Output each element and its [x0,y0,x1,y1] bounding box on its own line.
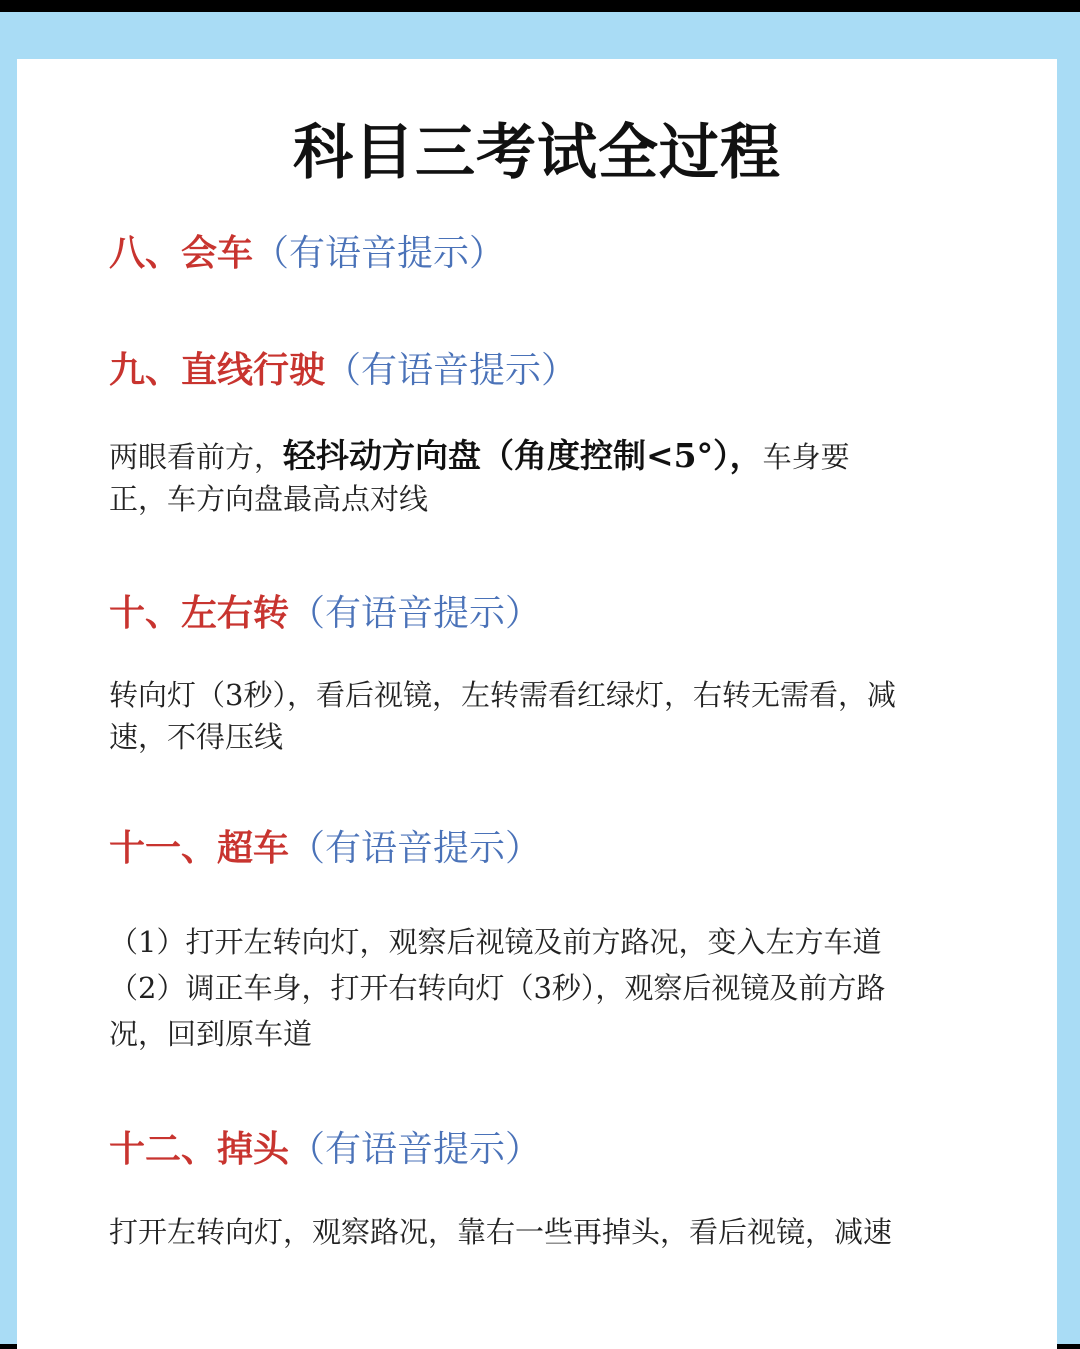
section-9-line-2: 正，车方向盘最高点对线 [109,482,429,516]
section-10-heading [109,591,541,636]
section-10-line-1: 转向灯（3秒），看后视镜，左转需看红绿灯，右转无需看，减 [109,678,896,712]
section-11-number: 十一、超车 [109,827,290,869]
section-9-body [109,435,999,520]
section-9-hint: （有语音提示） [325,350,578,391]
section-10-body [109,674,999,758]
section-10-line-2: 速，不得压线 [109,720,284,754]
section-9-text-after: 车身要 [762,440,850,474]
content-card [17,59,1057,1349]
section-12-line-1: 打开左转向灯，观察路况，靠右一些再掉头，看后视镜，减速 [109,1215,893,1249]
section-9-heading [109,348,577,393]
section-12-heading [109,1127,541,1172]
section-12-hint: （有语音提示） [289,1129,542,1170]
section-8-hint: （有语音提示） [253,233,506,274]
page-title: 科目三考试全过程 [293,118,781,188]
section-9-text-strong: 轻抖动方向盘（角度控制<5°）， [283,436,763,475]
section-11-line-3: 况，回到原车道 [109,1017,313,1051]
section-8-number: 八、会车 [109,232,254,274]
section-11-line-2: （2）调正车身，打开右转向灯（3秒），观察后视镜及前方路 [109,971,886,1005]
section-9-number: 九、直线行驶 [109,349,326,391]
section-11-body [109,919,999,1057]
section-11-hint: （有语音提示） [289,828,542,869]
section-9-line-1 [109,435,999,478]
section-8-heading [109,231,505,276]
blue-frame [0,12,1080,1344]
section-11-line-1: （1）打开左转向灯，观察后视镜及前方路况，变入左方车道 [109,925,882,959]
section-10-number: 十、左右转 [109,592,290,634]
section-12-body [109,1211,999,1253]
section-10-hint: （有语音提示） [289,593,542,634]
section-9-text-before: 两眼看前方， [109,440,284,474]
section-12-number: 十二、掉头 [109,1128,290,1170]
section-11-heading [109,826,541,871]
